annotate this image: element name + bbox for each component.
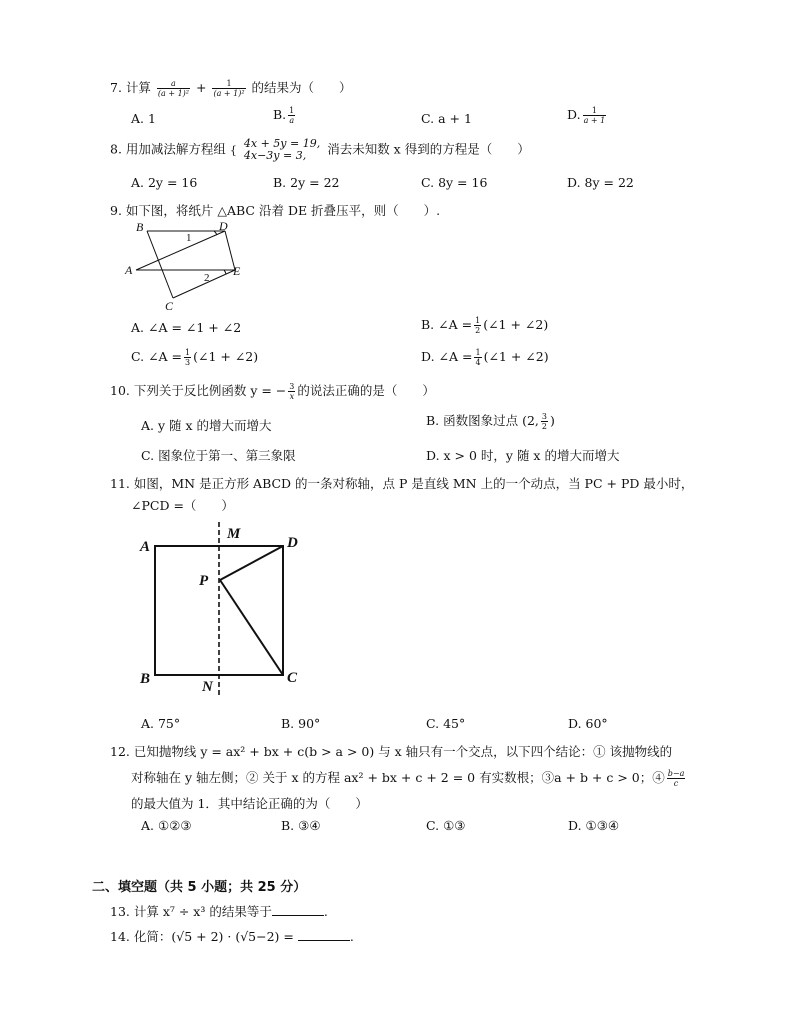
label-a: A — [140, 539, 151, 555]
q10-prefix: 10. 下列关于反比例函数 y = − — [110, 383, 287, 398]
question-12-line-2: 对称轴在 y 轴左侧；② 关于 x 的方程 ax² + bx + c + 2 = 0 有实数根；③a + b + c > 0；④ $\frac{b-a}{c}$ — [131, 769, 685, 788]
question-11-line-2: ∠PCD =（ ） — [131, 498, 234, 513]
question-8 — [110, 138, 530, 162]
q12-option-a: A. ①②③ — [141, 818, 192, 833]
label-c: C — [287, 670, 298, 686]
q13-prefix: 13. 计算 x⁷ ÷ x³ 的结果等于 — [110, 904, 272, 919]
brace-icon: { — [229, 143, 237, 157]
q10-option-b: B. 函数图象过点 (2, $\frac{3}{2}$ ) — [426, 412, 555, 431]
section-2-title: 二、填空题（共 5 小题；共 25 分） — [92, 880, 307, 895]
q14-prefix: 14. 化简：(√5 + 2) · (√5−2) = — [110, 929, 294, 944]
label-c: C — [165, 299, 174, 313]
q9-option-d: D. ∠A = $\frac{1}{4}$ (∠1 + ∠2) — [421, 348, 549, 367]
q9-option-c: C. ∠A = $\frac{1}{3}$ (∠1 + ∠2) — [131, 348, 259, 367]
angle-2-arc — [224, 270, 226, 274]
q8-option-c: C. 8y = 16 — [421, 175, 488, 190]
q13-suffix: . — [323, 904, 328, 919]
q7-option-c: C. a + 1 — [421, 111, 472, 126]
angle-1-arc — [214, 231, 217, 235]
q8-equation-system: 4x + 5y = 19, 4x−3y = 3, — [243, 137, 321, 162]
q8-suffix: 消去未知数 x 得到的方程是（ ） — [327, 141, 530, 157]
question-7 — [110, 78, 352, 98]
q10-fraction: $\frac{3}{x}$ — [289, 382, 295, 401]
q11-option-d: D. 60° — [568, 716, 608, 731]
square-figure — [130, 518, 320, 698]
q7-fraction-2: $\frac{1}{\text{(a + 1)²}}$ — [213, 79, 245, 98]
folded-triangle-figure — [120, 218, 250, 314]
label-angle-1: 1 — [186, 232, 192, 244]
q8-option-b: B. 2y = 22 — [273, 175, 340, 190]
q11-option-c: C. 45° — [426, 716, 466, 731]
q8-option-a: A. 2y = 16 — [131, 175, 198, 190]
label-b: B — [140, 671, 151, 687]
segment-pd — [220, 546, 283, 580]
q7-plus: + — [195, 80, 207, 95]
segment-pc — [220, 580, 283, 675]
q7-option-b: B. $\frac{1}{a}$ — [273, 106, 295, 125]
label-m: M — [227, 526, 241, 542]
question-13 — [110, 902, 328, 920]
label-b: B — [136, 220, 144, 234]
label-e: E — [233, 264, 241, 278]
label-n: N — [202, 679, 213, 695]
q14-answer-blank[interactable] — [298, 928, 350, 941]
q10-option-d: D. x > 0 时，y 随 x 的增大而增大 — [426, 448, 620, 463]
q12-option-b: B. ③④ — [281, 818, 321, 833]
q7-fraction-1: $\frac{a}{\text{(a + 1)²}}$ — [157, 79, 189, 98]
q13-answer-blank[interactable] — [272, 903, 324, 916]
q10-suffix: 的说法正确的是（ ） — [297, 383, 435, 398]
q10-option-c: C. 图象位于第一、第三象限 — [141, 448, 296, 463]
q8-prefix: 8. 用加减法解方程组 — [110, 141, 226, 157]
q7-suffix: 的结果为（ ） — [251, 80, 352, 95]
q14-suffix: . — [349, 929, 354, 944]
question-14 — [110, 927, 354, 945]
label-a: A — [125, 263, 133, 277]
q9-option-b: B. ∠A = $\frac{1}{2}$ (∠1 + ∠2) — [421, 316, 549, 335]
q10-option-a: A. y 随 x 的增大而增大 — [141, 418, 272, 433]
question-9: 9. 如下图，将纸片 △ABC 沿着 DE 折叠压平，则（ ）. — [110, 203, 441, 218]
q9-option-a: A. ∠A = ∠1 + ∠2 — [131, 320, 242, 335]
q11-option-b: B. 90° — [281, 716, 321, 731]
segment-bc — [147, 231, 173, 298]
label-p: P — [199, 573, 209, 589]
q12-option-d: D. ①③④ — [568, 818, 620, 833]
q8-option-d: D. 8y = 22 — [567, 175, 634, 190]
label-angle-2: 2 — [204, 272, 210, 284]
q11-option-a: A. 75° — [141, 716, 181, 731]
question-10 — [110, 381, 435, 401]
q12-option-c: C. ①③ — [426, 818, 466, 833]
label-d: D — [219, 219, 228, 233]
question-12-line-1: 12. 已知抛物线 y = ax² + bx + c(b > a > 0) 与 x 轴只有一个交点，以下四个结论：① 该抛物线的 — [110, 744, 673, 759]
q7-option-d: D. $\frac{1}{a + 1}$ — [567, 106, 606, 125]
q7-option-a: A. 1 — [131, 111, 156, 126]
question-12-line-3: 的最大值为 1．其中结论正确的为（ ） — [131, 796, 368, 811]
question-11-line-1: 11. 如图，MN 是正方形 ABCD 的一条对称轴，点 P 是直线 MN 上的一个动点，当 PC + PD 最小时， — [110, 476, 694, 491]
q7-prefix: 7. 计算 — [110, 80, 151, 95]
label-d: D — [287, 535, 298, 551]
